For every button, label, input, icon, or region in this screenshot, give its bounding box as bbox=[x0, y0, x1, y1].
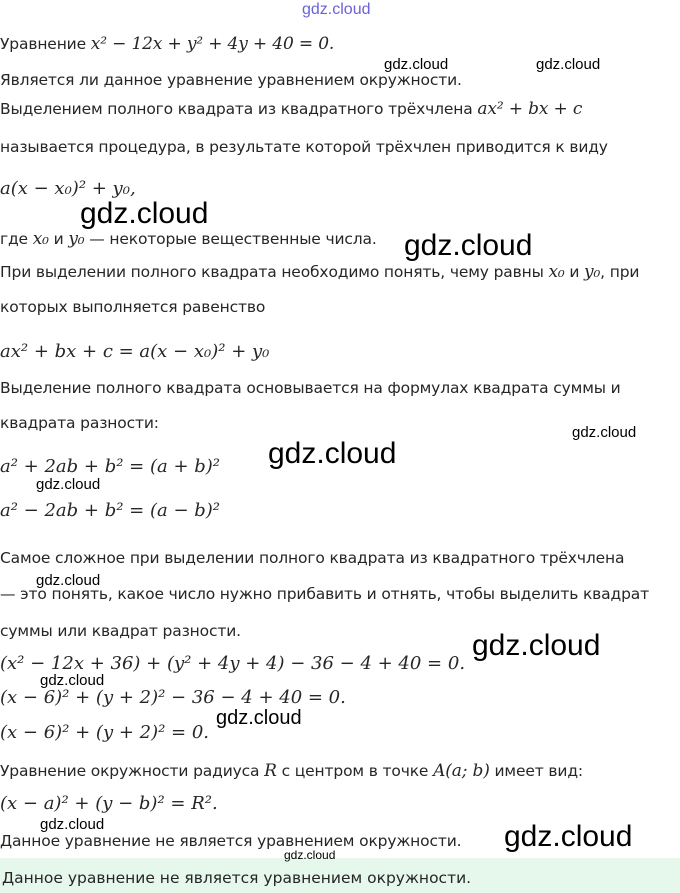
watermark: gdz.cloud bbox=[268, 437, 397, 470]
line-sum-or-diff: суммы или квадрат разности. bbox=[0, 622, 241, 640]
need-a: При выделении полного квадрата необходимо понять, чему равны bbox=[0, 263, 549, 281]
line-conclusion: Данное уравнение не является уравнением окружности. bbox=[0, 832, 462, 850]
circle-a: Уравнение окружности радиуса bbox=[0, 762, 265, 780]
need-y0: y₀ bbox=[584, 262, 601, 282]
line-holds: которых выполняется равенство bbox=[0, 298, 266, 316]
watermark: gdz.cloud bbox=[572, 424, 637, 441]
watermark: gdz.cloud bbox=[36, 476, 101, 493]
where-a: где bbox=[0, 230, 33, 248]
formula-sum-square: a² + 2ab + b² = (a + b)² bbox=[0, 456, 221, 477]
step-1: (x² − 12x + 36) + (y² + 4y + 4) − 36 − 4 + 40 = 0. bbox=[0, 653, 466, 674]
y0: y₀ bbox=[68, 229, 85, 249]
formula-equality: ax² + bx + c = a(x − x₀)² + y₀ bbox=[0, 341, 270, 362]
line-circle-equation bbox=[0, 761, 583, 781]
radius-symbol: R bbox=[264, 761, 277, 781]
need-b: и bbox=[564, 263, 585, 281]
line-where bbox=[0, 229, 377, 249]
watermark: gdz.cloud bbox=[40, 672, 105, 689]
given-equation: x² − 12x + y² + 4y + 40 = 0. bbox=[90, 34, 335, 54]
center-point: A(a; b) bbox=[433, 761, 490, 781]
step-2: (x − 6)² + (y + 2)² − 36 − 4 + 40 = 0. bbox=[0, 687, 346, 708]
watermark: gdz.cloud bbox=[536, 56, 601, 73]
line-equation bbox=[0, 34, 334, 54]
watermark: gdz.cloud bbox=[36, 572, 101, 589]
line-question: Является ли данное уравнение уравнением окружности. bbox=[0, 71, 462, 89]
equation-label: Уравнение bbox=[0, 35, 91, 53]
watermark: gdz.cloud bbox=[504, 820, 633, 853]
line-hardest: Самое сложное при выделении полного квадрата из квадратного трёхчлена bbox=[0, 549, 625, 567]
line-add-subtract: — это понять, какое число нужно прибавить и отнять, чтобы выделить квадрат bbox=[0, 585, 649, 603]
watermark: gdz.cloud bbox=[472, 629, 601, 662]
watermark: gdz.cloud bbox=[404, 229, 533, 262]
trinomial: ax² + bx + c bbox=[477, 99, 583, 119]
line-definition bbox=[0, 99, 582, 119]
circle-formula: (x − a)² + (y − b)² = R². bbox=[0, 793, 218, 814]
answer-text: Данное уравнение не является уравнением окружности. bbox=[2, 869, 472, 887]
formula-diff-square: a² − 2ab + b² = (a − b)² bbox=[0, 500, 221, 521]
watermark: gdz.cloud bbox=[216, 707, 302, 729]
step-3: (x − 6)² + (y + 2)² = 0. bbox=[0, 722, 210, 743]
definition-text: Выделением полного квадрата из квадратного трёхчлена bbox=[0, 100, 478, 118]
need-x0: x₀ bbox=[548, 262, 565, 282]
where-b: и bbox=[48, 230, 69, 248]
formula-form: a(x − x₀)² + y₀, bbox=[0, 178, 136, 199]
need-c: , при bbox=[600, 263, 640, 281]
line-difference: квадрата разности: bbox=[0, 414, 159, 432]
line-basis: Выделение полного квадрата основывается на формулах квадрата суммы и bbox=[0, 379, 621, 397]
watermark: gdz.cloud bbox=[284, 848, 336, 862]
watermark: gdz.cloud bbox=[384, 56, 449, 73]
x0: x₀ bbox=[32, 229, 49, 249]
watermark: gdz.cloud bbox=[40, 816, 105, 833]
circle-b: с центром в точке bbox=[276, 762, 434, 780]
circle-c: имеет вид: bbox=[489, 762, 583, 780]
where-c: — некоторые вещественные числа. bbox=[84, 230, 377, 248]
line-procedure: называется процедура, в результате которой трёхчлен приводится к виду bbox=[0, 138, 608, 156]
watermark: gdz.cloud bbox=[80, 197, 209, 230]
watermark-top: gdz.cloud bbox=[302, 1, 371, 18]
line-need bbox=[0, 262, 639, 282]
